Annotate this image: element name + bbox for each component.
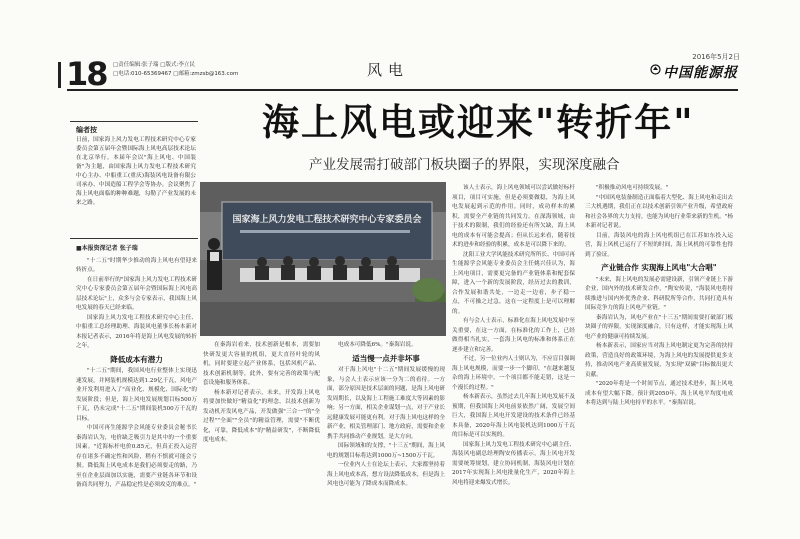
col4-paragraphs [452,184,575,488]
article-paragraph: 目前，海装风电的海上风电机组已在江苏如东投入运营，海上风机已运行了不短的时间，海上风机的可靠性也得到了验证。 [585,232,733,258]
col5b-paragraphs [585,276,733,409]
article-subheadline: 产业发展需打破部门板块圈子的界限，实现深度融合 [309,157,620,173]
col1-paragraphs [76,257,197,352]
article-paragraph: 电成本可降低6%。"秦海岩说。 [338,342,417,348]
note-top-rule [70,121,198,122]
article-column-4 [452,184,575,534]
article-paragraph: 对于海上风电"十二五"期间发展缓慢的现象，与会人士表示应该一分为二的看待。一方面，部分原因是技术层面的问题，是海上风电研发周期长，以及海上工程施工难度大等因素的影响；另一方面，相关企业谋划一点，对于产业长远健康发展可能更有利。对于海上风电这样的全新产业，相关管理部门、地方政府，需要和企业携手共同推动产业规划，是大方向。 [327,367,445,440]
subheading-slow: 适当慢一点并非坏事 [352,353,420,363]
article-paragraph: "中国风电装备制造正面临着大型化、海上风电和走出去三大机遇期，我们正在以技术创新引领产业升级，希望政府和社会各界的大力支持，也能为风电行业带来新的生机。"杨本新对记者说。 [585,194,733,229]
article-paragraph: 不过，另一位业内人士则认为，不应盲目强调海上风电规模，而要一步一个脚印，"在越来越复杂的海上环境中，一个项目都不能走错，这是一个漫长的过程。" [452,356,575,391]
editor-line-1: □责任编辑:张子瑞 □版式:李立民 [113,62,195,68]
article-column-3 [327,341,445,534]
article-paragraph: 有与会人士表示，标准化在海上风电发展中至关重要，在这一方面，在标准化的工作上，已经做得相当扎实，一套海上风电的标准和体系正在逐步建立和完善。 [452,318,575,353]
article-paragraph: "未来，海上风电的发展必需建设新，引领产业链上下游企业，国内外的技术研发合作，"陶安传说，"海装风电将持续推进与国内外优秀企业、科研院所等合作，共同打造具有国际竞争力的海上风电产业链。" [585,276,733,311]
masthead-text: 中国能源报 [663,65,738,81]
byline: ■本报资深记者 张子瑞 [76,245,138,252]
article-column-5 [585,184,733,534]
subheading-cost: 降低成本有潜力 [110,354,163,364]
article-column-1 [76,244,197,534]
note-bottom-rule [70,238,198,239]
article-paragraph: 在秦海岩看来，技术创新是根本，需要加快研发更大容量的机组，更大直径叶轮的风机，同时要建立起产业体系，包括风机产品、技术创新机制等，此外，要有完善的政策与配套设施和服务体系。 [203,342,320,386]
article-paragraph: "2020年将是一个时间节点，通过技术进步，海上风电成本有望大幅下降。预计到2050年，海上风电平均度电成本将达到与陆上风电持平的水平。"秦海岩说。 [585,381,733,406]
article-paragraph: "积极推动风电可持续发展。" [596,185,669,191]
col3b-paragraphs [327,366,445,490]
article-headline: 海上风电或迎来"转折年" [262,101,695,144]
article-paragraph: 国家海上风力发电工程技术研究中心副主任、海装风电副总经理陶安传播表示，海上风电开发需要统筹规划，建立协同机制，海装风电计划在2017年实现海上风电批量化生产，2020年海上风电将迎来爆发式增长。 [452,441,575,486]
page-number [66,55,107,93]
col5-paragraphs [585,184,733,260]
subheading-chain: 产业链合作 实现海上风电"大合唱" [601,263,717,272]
conference-photo [200,182,446,336]
photo-illustration [200,182,446,336]
editor-credits [113,61,238,79]
article-paragraph: 该人士表示，海上风电领域可以尝试做好标杆项目，项目可实施，但是必须要做稳，为海上风电发展起到示范的作用。同时，成功样本的累积，需要全产业链的共同发力。在深海领域，由于技术的限制，我们的经验还有所欠缺，海上风电的成本有可能会提高；但从长远来看，随着技术的进步和经验的积累，成本是可以降下来的。 [452,185,575,248]
editor-note-text: 日前，国家海上风力发电工程技术研究中心专家委员会第五届年会暨国际海上风电高层技术论坛在北京举行。本届年会以"海上风电、中国装备"为主题，由国家海上风力发电工程技术研究中心主办、中船重工(重庆)海装风电设备有限公司承办、中国造船工程学会等协办。会议聚焦了海上风电面临的种种难题，勾勒了产业发展的未来之路。 [76,137,196,206]
page-number-text: 18 [66,55,107,93]
section-title: 风电 [367,61,410,79]
article-paragraph: 在日前举行的"国家海上风力发电工程技术研究中心专家委员会第五届年会暨国际海上风电高层技术论坛"上，众多与会专家表示，我国海上风电发展的春天已经来临。 [76,276,197,311]
photo-banner-text: 国家海上风力发电工程技术研究中心专家委员会 [232,215,422,225]
article-paragraph: 秦海岩认为，风电产业在"十三五"期间需要打破部门板块圈子的界限，实现深度融合，只有这样，才能实现海上风电产业的健康可持续发展。 [585,314,733,340]
col3-paragraphs [327,341,445,351]
header-rule [67,89,738,91]
article-paragraph: 国际领域和的支撑，"十三五"期间，海上风电的规划目标将达到1000万~1500万千瓦。 [327,443,445,459]
col1b-paragraphs [76,367,197,491]
article-paragraph: 一位业内人士在论坛上表示，大家都坚持着海上风电成本高，想方设法降低成本，但是海上风电也可能为了降成本而降成本。 [327,462,445,487]
article-paragraph: "十二五"期间，我国风电行业整体上实现迅速发展，并网装机规模达到1.29亿千瓦，风电产业开发利用进入了"高业化、规模化、国际化"的发展阶段；但是，海上风电发展规划目标500万千瓦，仍未完成"十二五"期间装机500万千瓦的目标。 [76,368,197,422]
editor-note-title: 编者按 [76,126,97,134]
article-paragraph: 中国可再生能源学会风能专业委员会秘书长秦海岩认为，电价缺乏吸引力是其中的一个重要因素。"近海标杆电价0.85元，但真正投入运营存在诸多不确定性和风险，稍有不慎就可能会亏损。降低海上风电成本是我们必须要走的路，乃至在企业层面加以实施，需要产业链各环节和设备商共同努力，产品稳定性是必须攻克的难点。" [76,425,197,488]
editor-line-2: □电话:010-65369467 □邮箱:zmzsb@163.com [113,71,239,77]
article-paragraph: 杨本新表示，虽然过去几年海上风电发展不及预期，但我国海上风电前景依然广阔，发展空间巨大，我国海上风电开发建设的技术条件已经基本具备，2020年海上风电装机达到1000万千瓦的目标是可以实现的。 [452,394,575,438]
article-paragraph: 杨本新表示，国家应当对海上风电制定更为完善的扶持政策，营造良好的政策环境，为海上风电的发展提供更多支持，推动风电产业高质量发展，为实现"双碳"目标做出更大贡献。 [585,343,733,378]
logo-emblem-icon [650,64,661,75]
article-paragraph: 沈阳工业大学风能技术研究所所长、中国可再生能源学会风能专业委员会主任姚兴佳认为，海上风电项目，需要更完备的产业链体系和配套保障，进入一个新的发展阶段，经历过去的教训，合作发展和谐共处，一边走一边看，步子稳一点，不可操之过急，这在一定程度上是可以理解的。 [452,251,575,315]
page-number-bar [58,62,61,88]
article-paragraph: 国家海上风力发电工程技术研究中心主任、中船重工总经理助理、海装风电董事长杨本新对本报记者表示，2016年将是海上风电发展的转折之年。 [76,314,197,349]
issue-date: 2016年5月2日 [692,53,740,61]
masthead-logo [663,62,738,82]
article-column-2 [203,341,320,534]
article-paragraph: "十二五"时期华少推动的海上风电有望迎来转折点。 [76,257,197,273]
article-paragraph: 杨本新对记者表示，未来，开发海上风电将要加快做好"精益化"的理念，以技术创新为发动机开发风电产品，开发做强"三合一"的"全过程""全面""全员"的精益管理，需要"不断优化，可靠，降低成本"的"精益研发"，不断降低度电成本。 [203,389,320,443]
col2-paragraphs [203,341,320,446]
